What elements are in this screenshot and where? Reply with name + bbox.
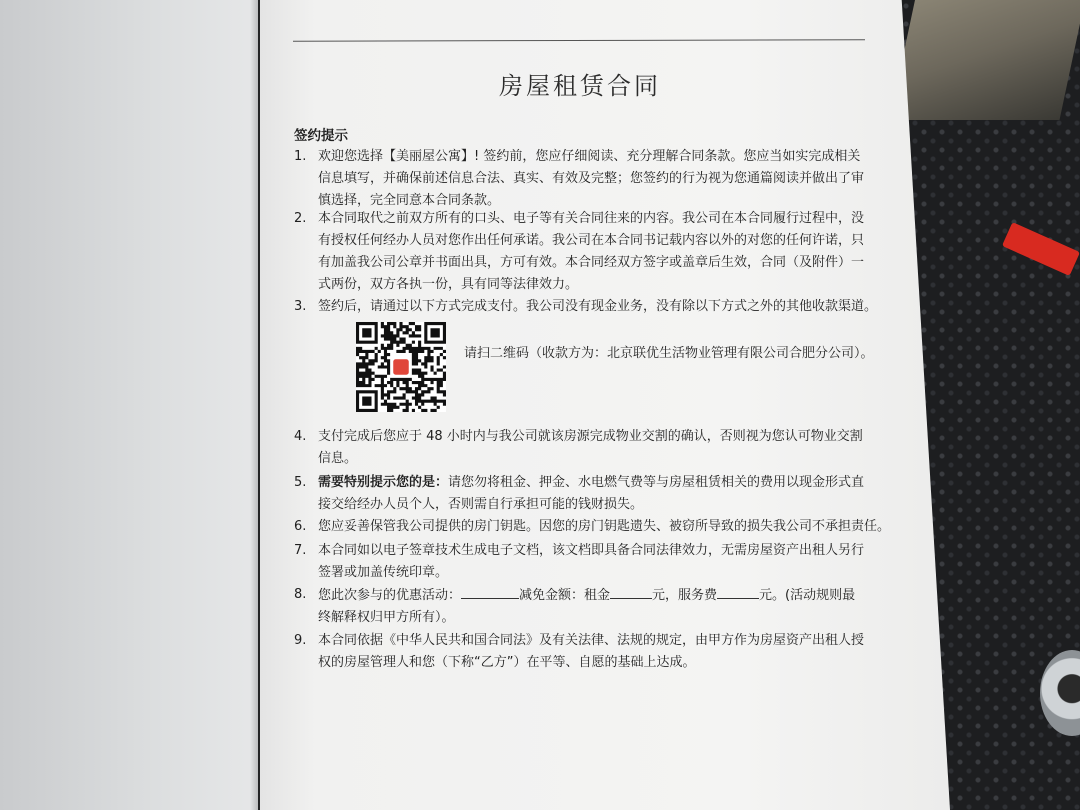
clause-number: 3. <box>294 299 307 314</box>
clause-2 <box>294 208 894 296</box>
clause-line: 权的房屋管理人和您（下称“乙方”）在平等、自愿的基础上达成。 <box>318 655 696 670</box>
contract-content <box>260 0 950 810</box>
clause-number: 2. <box>294 211 307 226</box>
clause-line: 信息。 <box>318 451 358 466</box>
qr-logo-icon <box>393 359 409 375</box>
clause-number: 9. <box>294 633 307 648</box>
clause-number: 1. <box>294 149 307 164</box>
clause-line: 支付完成后您应于 48 小时内与我公司就该房源完成物业交割的确认，否则视为您认可物业交割 <box>318 429 863 444</box>
clause-number: 5. <box>294 475 307 490</box>
clause-9 <box>294 630 894 674</box>
clause-line: 签约后，请通过以下方式完成支付。我公司没有现金业务，没有除以下方式之外的其他收款渠道。 <box>318 299 878 314</box>
section-heading: 签约提示 <box>294 128 348 144</box>
left-blank-page <box>0 0 258 810</box>
clause-8 <box>294 584 894 629</box>
clause-line: 您应妥善保管我公司提供的房门钥匙。因您的房门钥匙遗失、被窃所导致的损失我公司不承担责任。 <box>318 519 891 534</box>
clause-number: 8. <box>294 587 307 602</box>
clause-7 <box>294 540 894 584</box>
qr-caption: 请扫二维码（收款方为：北京联优生活物业管理有限公司合肥分公司）。 <box>464 346 874 361</box>
clause-line: 有授权任何经办人员对您作出任何承诺。我公司在本合同书记载内容以外的对您的任何许诺，只 <box>318 233 865 248</box>
qr-code-graphic <box>356 322 446 412</box>
clause-6 <box>294 516 894 538</box>
service-fee-label: 元，服务费 <box>652 588 718 603</box>
warning-label: 需要特别提示您的是： <box>318 475 449 490</box>
clause-number: 4. <box>294 429 307 444</box>
clause-line <box>318 472 894 494</box>
promo-activity-blank[interactable] <box>461 584 519 599</box>
clause-line: 信息填写，并确保前述信息合法、真实、有效及完整；您签约的行为视为您通篇阅读并做出了审 <box>318 171 865 186</box>
clause-line: 有加盖我公司公章并书面出具，方可有效。本合同经双方签字或盖章后生效，合同（及附件）一 <box>318 255 865 270</box>
clause-text: 请您勿将租金、押金、水电燃气费等与房屋租赁相关的费用以现金形式直 <box>448 475 865 490</box>
clause-line: 式两份，双方各执一份，具有同等法律效力。 <box>318 277 579 292</box>
clause-line: 接交给经办人员个人，否则需自行承担可能的钱财损失。 <box>318 497 644 512</box>
clause-line: 本合同如以电子签章技术生成电子文档，该文档即具备合同法律效力，无需房屋资产出租人另行 <box>318 543 865 558</box>
clause-line: 本合同依据《中华人民共和国合同法》及有关法律、法规的规定，由甲方作为房屋资产出租人授 <box>318 633 865 648</box>
payment-qr-code[interactable] <box>356 322 446 412</box>
clause-line: 慎选择，完全同意本合同条款。 <box>318 193 501 208</box>
clause-line: 欢迎您选择【美丽屋公寓】! 签约前，您应仔细阅读、充分理解合同条款。您应当如实完成相关 <box>318 149 861 164</box>
clause-line: 签署或加盖传统印章。 <box>318 565 449 580</box>
clause-5 <box>294 472 894 516</box>
clause-number: 7. <box>294 543 307 558</box>
page-title: 房屋租赁合同 <box>499 72 661 100</box>
clause-4 <box>294 426 894 470</box>
clause-3 <box>294 296 894 318</box>
rent-discount-blank[interactable] <box>610 584 652 599</box>
promo-label: 您此次参与的优惠活动： <box>318 588 462 603</box>
clause-line: 本合同取代之前双方所有的口头、电子等有关合同往来的内容。我公司在本合同履行过程中，没 <box>318 211 865 226</box>
clause-1 <box>294 146 894 212</box>
clause-line: 终解释权归甲方所有）。 <box>318 610 455 625</box>
clause-number: 6. <box>294 519 307 534</box>
header-rule <box>293 39 865 41</box>
clause-line <box>318 584 894 607</box>
promo-rules-label: 元。(活动规则最 <box>759 588 856 603</box>
discount-rent-label: 减免金额：租金 <box>519 588 611 603</box>
service-fee-blank[interactable] <box>717 584 759 599</box>
